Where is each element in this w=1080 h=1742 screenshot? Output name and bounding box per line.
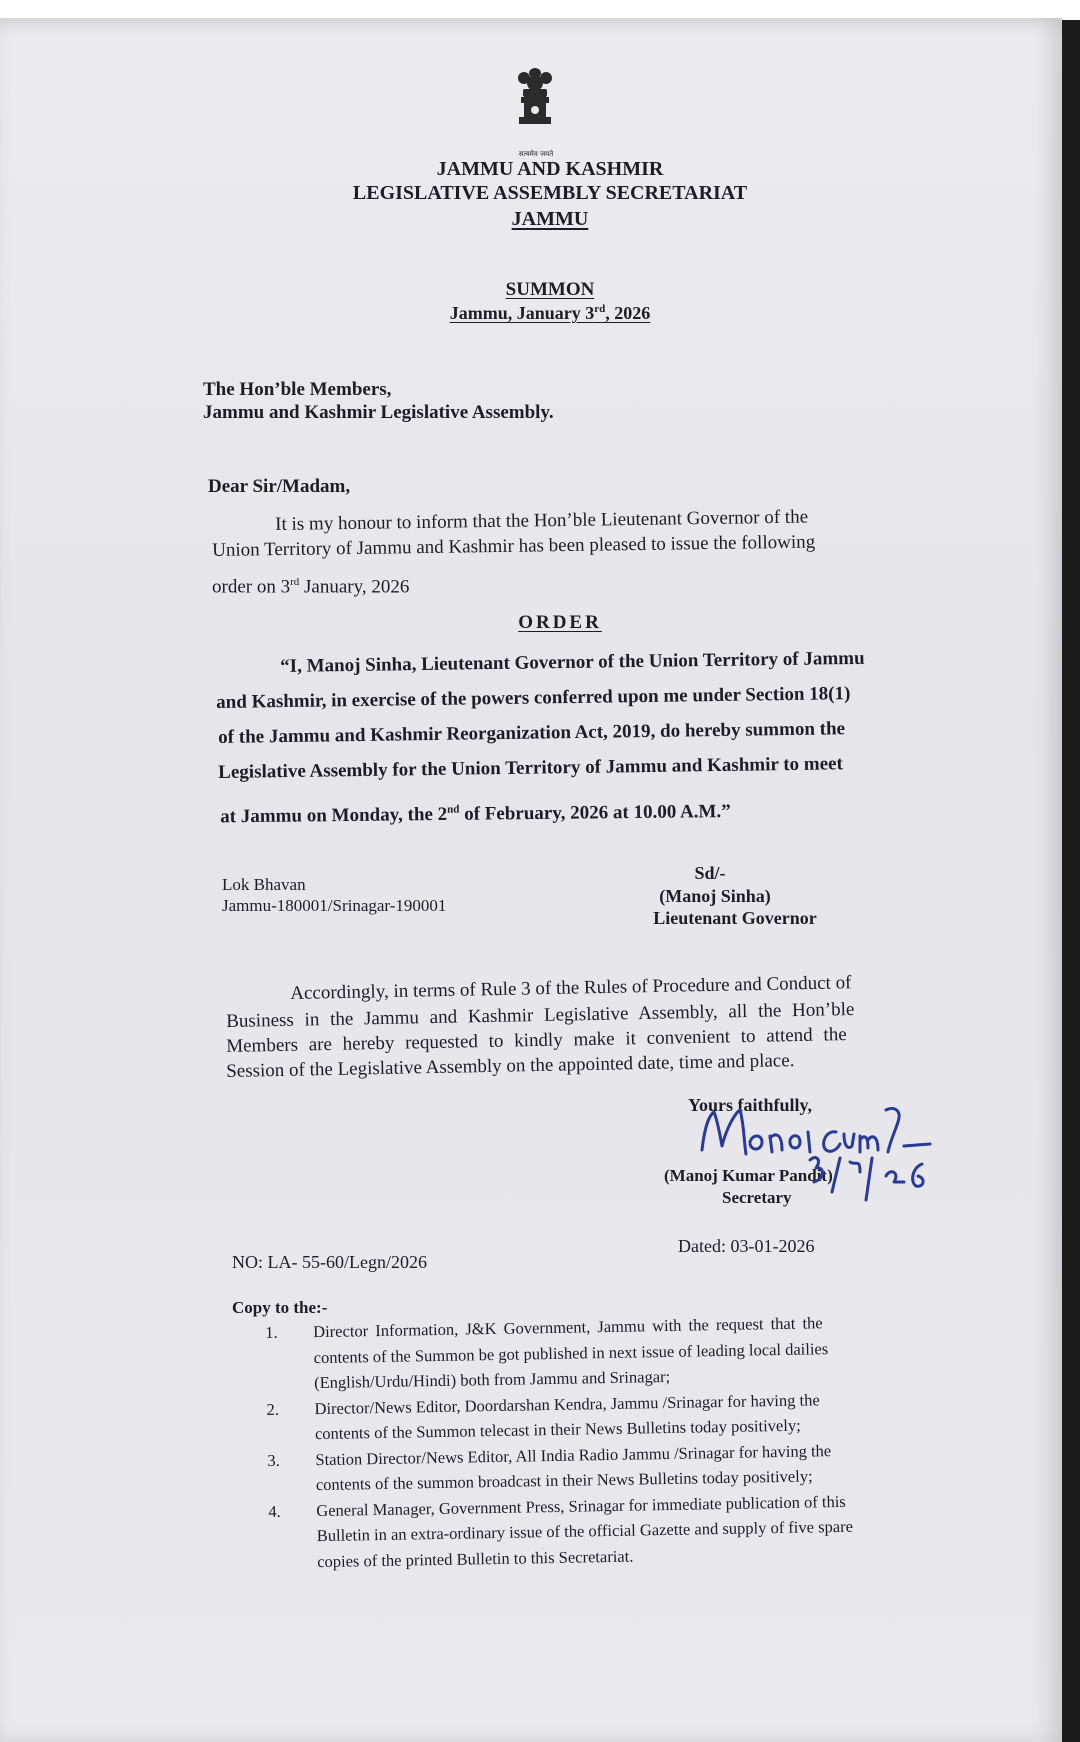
addressee-line-2: Jammu and Kashmir Legislative Assembly. [203, 402, 554, 423]
order-line-1: “I, Manoj Sinha, Lieutenant Governor of the Union Territory of Jammu [280, 647, 865, 677]
secretary-name: (Manoj Kumar Pandit) [664, 1166, 833, 1185]
intro-line-3: order on 3rd January, 2026 [212, 576, 410, 598]
list-item: 4. General Manager, Government Press, Srinagar for immediate publication of this Bulletin in an extra-ordinary issue of the official Gazette and supply of five spare copies of the printed Bulletin to this Secretariat. [268, 1491, 854, 1571]
addressee-line-1: The Hon’ble Members, [203, 379, 392, 400]
order-title: ORDER [518, 612, 602, 633]
intro-line-2: Union Territory of Jammu and Kashmir has been pleased to issue the following [212, 531, 816, 561]
list-item: 1. Director Information, J&K Government, Jammu with the request that the contents of the Summon be got published in next issue of leading local dailies (English/Urdu/Hindi) both from Jammu and Srinagar; [265, 1313, 829, 1393]
body2-line-3: Members are hereby requested to kindly make it convenient to attend the [226, 1024, 847, 1057]
header-line-1: JAMMU AND KASHMIR [436, 158, 664, 180]
body2-line-4: Session of the Legislative Assembly on the appointed date, time and place. [226, 1050, 795, 1082]
list-item: 3. Station Director/News Editor, All India Radio Jammu /Srinagar for having the contents of the summon broadcast in their News Bulletins today positively; [267, 1440, 832, 1495]
summon-title: SUMMON [505, 279, 595, 300]
order-line-4: Legislative Assembly for the Union Territory of Jammu and Kashmir to meet [218, 753, 844, 783]
yours-faithfully: Yours faithfully, [688, 1095, 813, 1115]
list-item: 2. Director/News Editor, Doordarshan Kendra, Jammu /Srinagar for having the contents of the Summon telecast in their News Bulletins today positively; [266, 1389, 820, 1444]
lg-name: (Manoj Sinha) [659, 886, 771, 906]
national-emblem-icon [511, 65, 559, 147]
place-line-1: Lok Bhavan [222, 875, 306, 894]
reference-number: NO: LA- 55-60/Legn/2026 [232, 1252, 427, 1272]
top-edge [0, 0, 1080, 20]
copy-to-list [265, 1308, 929, 1574]
sd-mark: Sd/- [694, 863, 726, 883]
dated: Dated: 03-01-2026 [678, 1236, 815, 1256]
place-line-2: Jammu-180001/Srinagar-190001 [222, 896, 447, 915]
secretary-designation: Secretary [722, 1188, 792, 1207]
lg-designation: Lieutenant Governor [653, 908, 817, 928]
order-line-5: at Jammu on Monday, the 2nd of February, 2026 at 10.00 A.M.” [220, 800, 731, 828]
summon-date: Jammu, January 3rd, 2026 [449, 303, 651, 323]
header-line-2: LEGISLATIVE ASSEMBLY SECRETARIAT [352, 182, 748, 204]
header-line-3: JAMMU [511, 208, 589, 230]
body2-line-1: Accordingly, in terms of Rule 3 of the Rules of Procedure and Conduct of [290, 972, 852, 1004]
copy-to-title: Copy to the:- [232, 1298, 328, 1317]
body2-line-2: Business in the Jammu and Kashmir Legislative Assembly, all the Hon’ble [226, 998, 855, 1032]
salutation: Dear Sir/Madam, [208, 476, 351, 497]
intro-line-1: It is my honour to inform that the Hon’ble Lieutenant Governor of the [275, 506, 809, 535]
handwritten-signature [690, 1102, 935, 1222]
emblem-caption: सत्यमेव जयते [518, 150, 554, 158]
order-line-3: of the Jammu and Kashmir Reorganization Act, 2019, do hereby summon the [218, 718, 846, 748]
order-line-2: and Kashmir, in exercise of the powers conferred upon me under Section 18(1) [216, 683, 851, 713]
